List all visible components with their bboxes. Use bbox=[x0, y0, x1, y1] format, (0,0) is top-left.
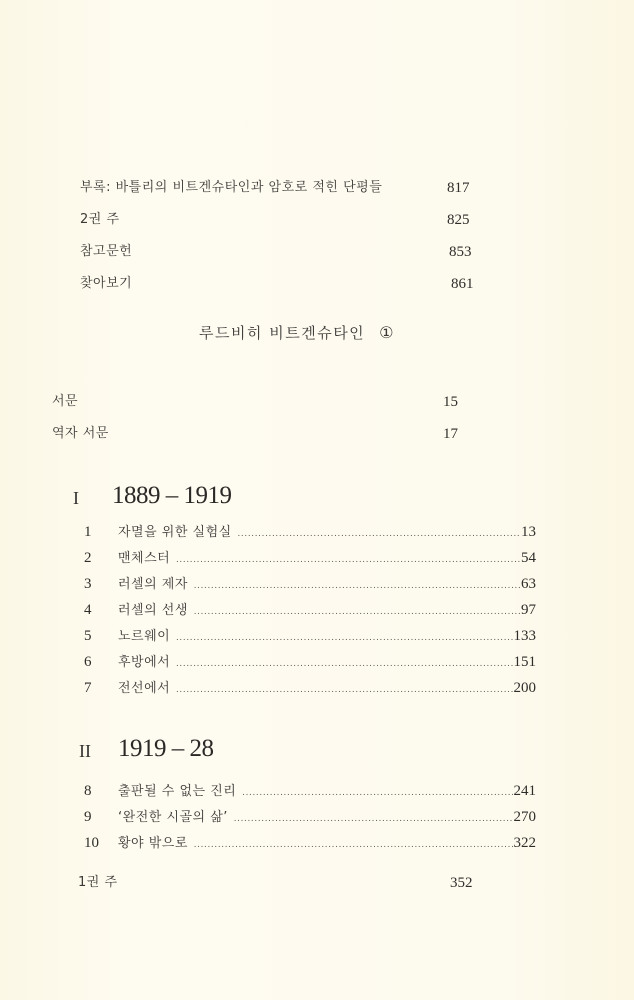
entry-page: 15 bbox=[443, 394, 458, 410]
entry-label: 역자 서문 bbox=[52, 426, 109, 441]
entry-label: 서문 bbox=[52, 394, 79, 409]
chapter-title: 자멸을 위한 실험실 bbox=[118, 525, 232, 540]
entry-label: 부록: 바틀리의 비트겐슈타인과 암호로 적힌 단평들 bbox=[80, 180, 383, 195]
chapter-title: 황야 밖으로 bbox=[118, 836, 188, 851]
entry-page: 817 bbox=[447, 180, 470, 196]
entry-page: 17 bbox=[443, 426, 458, 442]
chapter-title: ‘완전한 시골의 삶’ bbox=[118, 810, 228, 825]
chapter-page: 97 bbox=[521, 602, 536, 618]
entry-page: 853 bbox=[449, 244, 472, 260]
chapter-row bbox=[84, 649, 536, 675]
chapter-page: 63 bbox=[521, 576, 536, 592]
chapter-number: 5 bbox=[84, 628, 92, 644]
chapter-row bbox=[84, 778, 536, 804]
toc-entry-bibliography bbox=[80, 242, 480, 262]
part-roman-numeral: II bbox=[79, 741, 91, 761]
dot-leader bbox=[238, 526, 520, 540]
toc-entry-appendix bbox=[80, 178, 480, 198]
entry-page: 861 bbox=[451, 276, 474, 292]
toc-entry-vol1-notes bbox=[78, 873, 478, 893]
chapter-title: 전선에서 bbox=[118, 681, 171, 696]
toc-entry-preface bbox=[52, 392, 472, 412]
dot-leader bbox=[194, 578, 520, 592]
chapter-page: 322 bbox=[513, 835, 536, 851]
dot-leader bbox=[176, 682, 512, 696]
chapter-title: 후방에서 bbox=[118, 655, 171, 670]
chapter-row bbox=[84, 830, 536, 856]
chapter-number: 9 bbox=[84, 809, 92, 825]
chapter-page: 200 bbox=[513, 680, 536, 696]
chapter-title: 러셀의 선생 bbox=[118, 603, 188, 618]
part-years: 1889 – 1919 bbox=[112, 482, 232, 509]
toc-entry-vol2-notes bbox=[80, 210, 480, 230]
entry-label: 1권 주 bbox=[78, 875, 118, 890]
volume-title-text: 루드비히 비트겐슈타인 bbox=[199, 324, 366, 342]
part-roman-numeral: I bbox=[73, 488, 79, 508]
entry-label: 참고문헌 bbox=[80, 244, 133, 259]
entry-page: 825 bbox=[447, 212, 470, 228]
chapter-row bbox=[84, 675, 536, 701]
dot-leader bbox=[194, 604, 520, 618]
chapter-list-part-1 bbox=[84, 519, 536, 701]
chapter-row bbox=[84, 623, 536, 649]
entry-label: 찾아보기 bbox=[80, 276, 133, 291]
dot-leader bbox=[234, 811, 513, 825]
chapter-title: 출판될 수 없는 진리 bbox=[118, 784, 237, 799]
chapter-row bbox=[84, 571, 536, 597]
chapter-number: 6 bbox=[84, 654, 92, 670]
chapter-page: 270 bbox=[513, 809, 536, 825]
chapter-number: 4 bbox=[84, 602, 92, 618]
toc-entry-index bbox=[80, 274, 480, 294]
volume-number-symbol: ① bbox=[379, 323, 396, 342]
chapter-number: 2 bbox=[84, 550, 92, 566]
chapter-title: 노르웨이 bbox=[118, 629, 171, 644]
volume-title bbox=[199, 322, 395, 343]
part-years: 1919 – 28 bbox=[118, 735, 214, 762]
chapter-number: 7 bbox=[84, 680, 92, 696]
toc-entry-translator-preface bbox=[52, 424, 472, 444]
chapter-number: 10 bbox=[84, 835, 99, 851]
chapter-row bbox=[84, 519, 536, 545]
entry-label: 2권 주 bbox=[80, 212, 120, 227]
chapter-number: 8 bbox=[84, 783, 92, 799]
dot-leader bbox=[242, 785, 512, 799]
chapter-page: 241 bbox=[513, 783, 536, 799]
dot-leader bbox=[176, 656, 512, 670]
dot-leader bbox=[176, 552, 520, 566]
chapter-title: 러셀의 제자 bbox=[118, 577, 188, 592]
chapter-page: 54 bbox=[521, 550, 536, 566]
chapter-row bbox=[84, 545, 536, 571]
chapter-page: 133 bbox=[513, 628, 536, 644]
chapter-number: 3 bbox=[84, 576, 92, 592]
chapter-page: 13 bbox=[521, 524, 536, 540]
chapter-title: 맨체스터 bbox=[118, 551, 171, 566]
chapter-list-part-2 bbox=[84, 778, 536, 856]
entry-page: 352 bbox=[450, 875, 473, 891]
dot-leader bbox=[194, 837, 513, 851]
chapter-row bbox=[84, 804, 536, 830]
chapter-page: 151 bbox=[513, 654, 536, 670]
dot-leader bbox=[176, 630, 512, 644]
chapter-row bbox=[84, 597, 536, 623]
chapter-number: 1 bbox=[84, 524, 92, 540]
